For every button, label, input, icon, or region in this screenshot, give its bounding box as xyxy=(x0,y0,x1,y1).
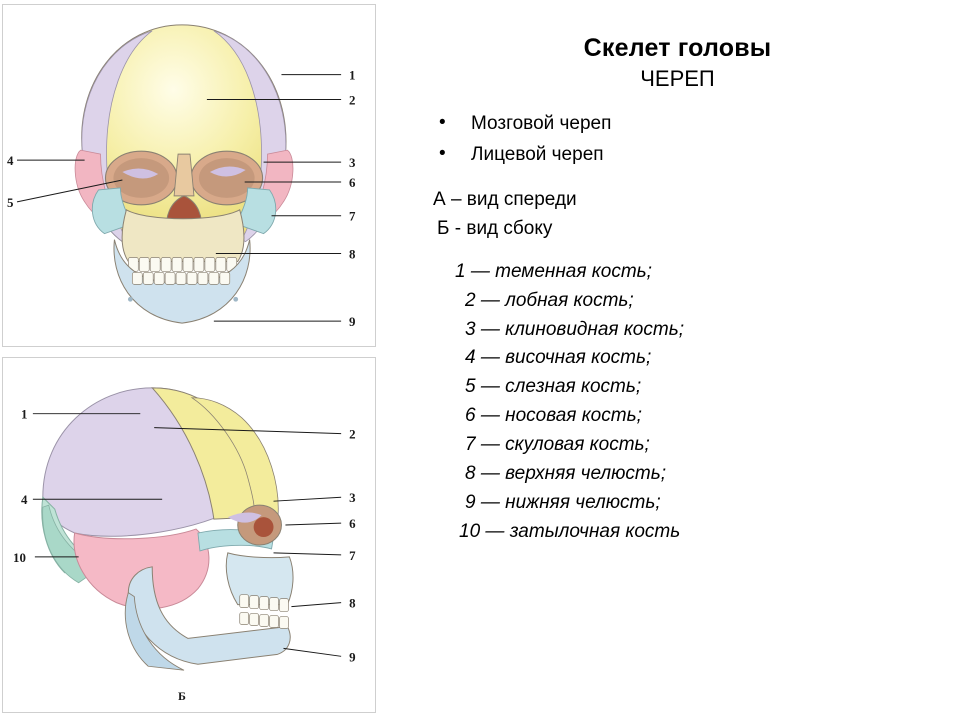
callout-side-6: 6 xyxy=(349,516,356,532)
figure-front-view xyxy=(2,4,376,347)
lower-teeth xyxy=(240,613,289,629)
callout-side-3: 3 xyxy=(349,490,356,506)
orbit-inner xyxy=(254,517,274,537)
legend-item-8: 8 — верхняя челюсть; xyxy=(465,462,667,484)
maxilla-shape xyxy=(226,553,293,605)
page-title: Скелет головы xyxy=(583,34,772,62)
lower-teeth xyxy=(132,272,229,284)
text-column xyxy=(385,0,960,720)
callout-side-10: 10 xyxy=(12,549,26,565)
callout-front-4: 4 xyxy=(7,153,14,169)
bullet-item-brain-skull: • Мозговой череп xyxy=(427,109,936,140)
callout-front-5: 5 xyxy=(7,194,14,210)
callout-side-2: 2 xyxy=(349,426,356,442)
bullet-item-facial-skull: • Лицевой череп xyxy=(427,140,936,171)
orbit-right-inner xyxy=(199,158,255,198)
figures-column xyxy=(0,0,385,720)
legend-item-4: 4 — височная кость; xyxy=(465,347,652,369)
callout-front-3: 3 xyxy=(349,155,356,171)
views-list xyxy=(419,185,936,244)
skull-front-illustration xyxy=(3,5,375,346)
legend-item-9: 9 — нижняя челюсть; xyxy=(465,491,661,513)
callout-front-6: 6 xyxy=(349,174,356,190)
callout-side-7: 7 xyxy=(349,547,356,563)
bullet-list xyxy=(419,109,936,171)
legend-list xyxy=(419,258,936,547)
skull-side-illustration xyxy=(3,358,375,712)
callout-side-1: 1 xyxy=(20,406,28,422)
view-front-label: А – вид спереди xyxy=(433,188,577,210)
legend-item-2: 2 — лобная кость; xyxy=(465,289,634,311)
legend-item-1: 1 — теменная кость; xyxy=(455,260,652,282)
mental-foramen-right xyxy=(233,297,238,302)
legend-item-3: 3 — клиновидная кость; xyxy=(465,318,684,340)
callout-side-4: 4 xyxy=(20,492,28,508)
callout-front-2: 2 xyxy=(349,92,356,108)
callout-front-8: 8 xyxy=(349,246,356,262)
nasal-bone-shape xyxy=(174,154,194,196)
legend-item-6: 6 — носовая кость; xyxy=(465,405,642,427)
view-side-label: Б - вид сбоку xyxy=(437,218,553,240)
callout-front-1: 1 xyxy=(349,67,356,83)
callout-side-8: 8 xyxy=(349,595,356,611)
mental-foramen-left xyxy=(128,297,133,302)
callout-side-9: 9 xyxy=(349,649,356,665)
callout-front-9: 9 xyxy=(349,314,356,330)
legend-item-10: 10 — затылочная кость xyxy=(459,520,681,542)
callout-front-7: 7 xyxy=(349,208,356,224)
legend-item-7: 7 — скуловая кость; xyxy=(465,434,650,456)
figure-side-view xyxy=(2,357,376,713)
figure-side-letter: Б xyxy=(178,689,186,704)
legend-item-5: 5 — слезная кость; xyxy=(465,376,642,398)
page-subtitle: ЧЕРЕП xyxy=(640,65,715,91)
